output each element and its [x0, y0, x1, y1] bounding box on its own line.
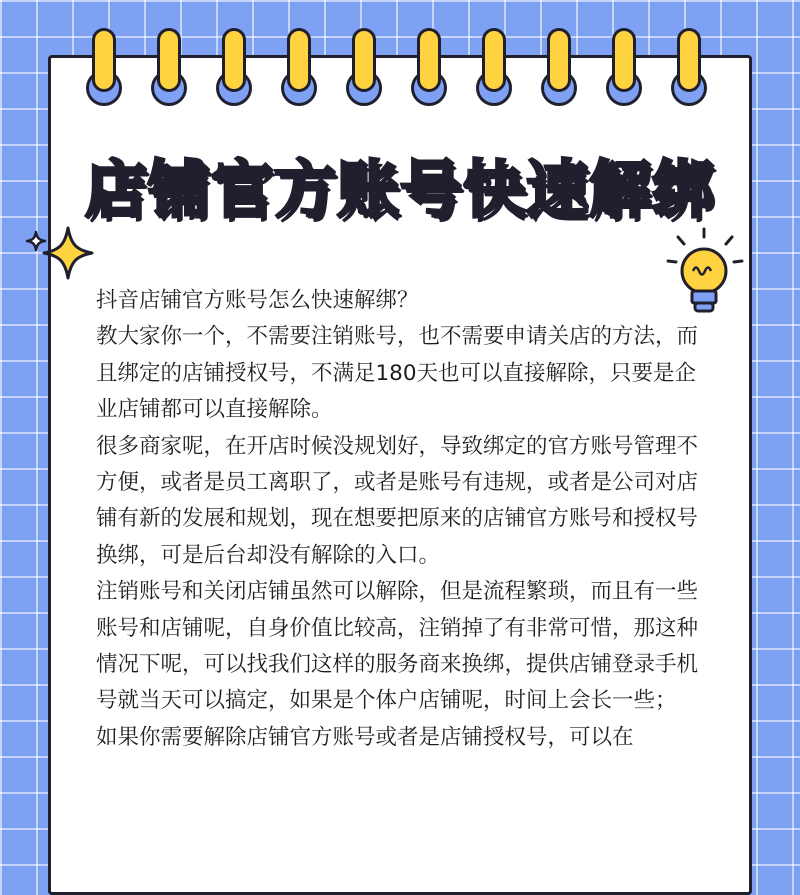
binder-ring	[157, 28, 183, 106]
page-title: 店铺官方账号快速解绑	[84, 153, 715, 226]
paragraph: 很多商家呢，在开店时候没规划好，导致绑定的官方账号管理不方便，或者是员工离职了，或者是账号有违规，或者是公司对店铺有新的发展和规划，现在想要把原来的店铺官方账号和授权号换绑，可是后台却没有解除的入口。	[96, 433, 699, 568]
paragraph: 抖音店铺官方账号怎么快速解绑？	[96, 288, 419, 313]
binder-ring	[612, 28, 638, 106]
binder-ring	[287, 28, 313, 106]
binder-ring	[547, 28, 573, 106]
article-body	[96, 283, 706, 756]
binder-ring	[352, 28, 378, 106]
binder-ring	[417, 28, 443, 106]
paragraph: 教大家你一个，不需要注销账号，也不需要申请关店的方法，而且绑定的店铺授权号，不满足180天也可以直接解除，只要是企业店铺都可以直接解除。	[96, 324, 699, 423]
sparkle-icon	[20, 222, 100, 288]
binder-ring	[677, 28, 703, 106]
paragraph: 注销账号和关闭店铺虽然可以解除，但是流程繁琐，而且有一些账号和店铺呢，自身价值比较高，注销掉了有非常可惜，那这种情况下呢，可以找我们这样的服务商来换绑，提供店铺登录手机号就当天可以搞定，如果是个体户店铺呢，时间上会长一些；	[96, 579, 699, 714]
binder-rings	[0, 0, 800, 120]
binder-ring	[222, 28, 248, 106]
binder-ring	[482, 28, 508, 106]
binder-ring	[92, 28, 118, 106]
paragraph: 如果你需要解除店铺官方账号或者是店铺授权号，可以在	[96, 724, 634, 750]
